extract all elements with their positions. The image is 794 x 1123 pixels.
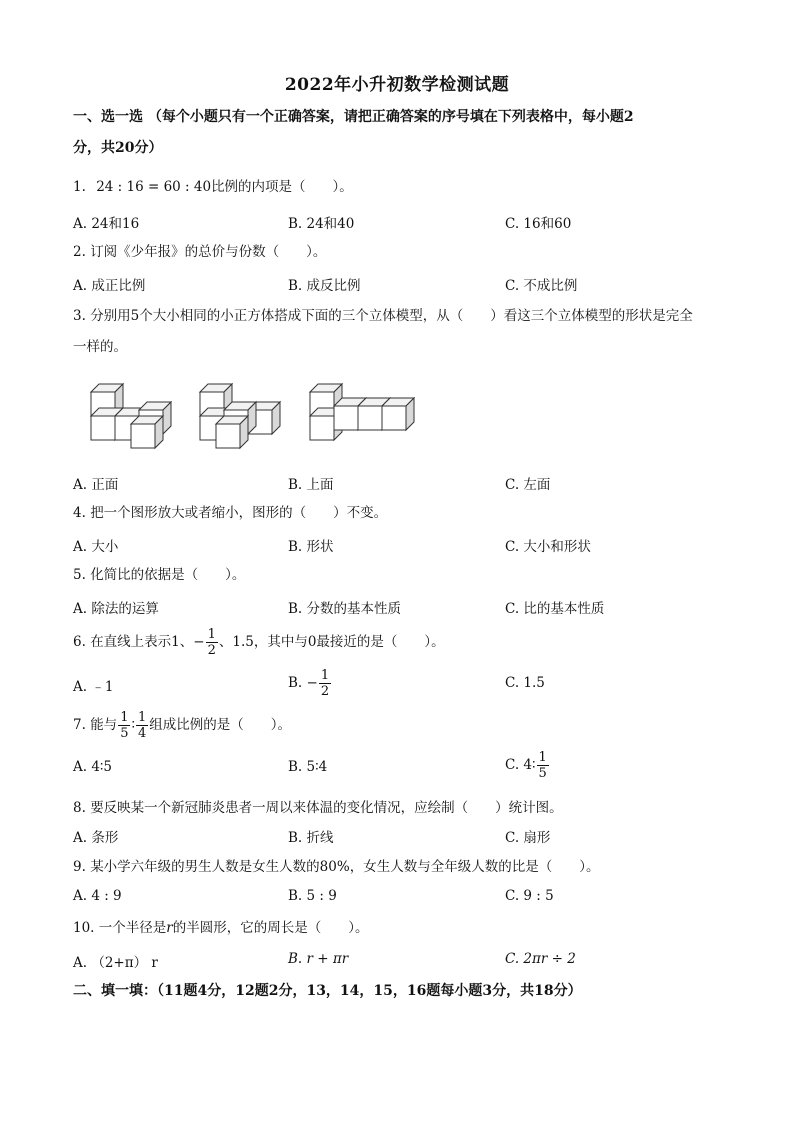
option-a[interactable]: A. 4 : 9 (73, 888, 122, 904)
question-7: 7. 能与 $\frac{1}{5}$ ∶ $\frac{1}{4}$ 组成比例的是（ ）。 (73, 710, 292, 741)
option-c[interactable]: C. 1.5 (505, 675, 545, 691)
option-a[interactable]: A. 4∶5 (73, 759, 113, 775)
question-2: 2. 订阅《少年报》的总价与份数（ ）。 (73, 244, 327, 260)
option-b[interactable]: B. 5∶4 (288, 759, 328, 775)
cube-model-3 (310, 384, 414, 440)
option-b[interactable]: B. 成反比例 (288, 278, 361, 294)
option-c[interactable]: C. 扇形 (505, 830, 551, 846)
option-b[interactable]: B. − $\frac{1}{2}$ (288, 668, 330, 699)
option-c[interactable]: C. 2πr ÷ 2 (505, 951, 576, 967)
question-9: 9. 某小学六年级的男生人数是女生人数的80%，女生人数与全年级人数的比是（ ）。 (73, 859, 600, 875)
option-c[interactable]: C. 左面 (505, 477, 551, 493)
section-2-heading: 二、填一填：（11题4分，12题2分，13，14，15，16题每小题3分，共18分） (73, 983, 582, 999)
question-4: 4. 把一个图形放大或者缩小，图形的（ ）不变。 (73, 505, 388, 521)
option-c[interactable]: C. 不成比例 (505, 278, 578, 294)
option-a[interactable]: A. 正面 (73, 477, 119, 493)
question-10: 10. 一个半径是r的半圆形，它的周长是（ ）。 (73, 920, 369, 936)
option-b[interactable]: B. 24和40 (288, 216, 355, 232)
option-b[interactable]: B. 形状 (288, 539, 334, 555)
option-b[interactable]: B. 上面 (288, 477, 334, 493)
option-b[interactable]: B. 5 : 9 (288, 888, 337, 904)
section-1-heading: 一、选一选 （每个小题只有一个正确答案，请把正确答案的序号填在下列表格中，每小题2 分，共20分） (73, 109, 634, 156)
fraction-one-half: $\frac{1}{2}$ (320, 668, 330, 699)
cube-model-2 (200, 384, 280, 448)
option-a[interactable]: A. （2+π） r (73, 955, 158, 971)
option-c[interactable]: C. 16和60 (505, 216, 572, 232)
option-b[interactable]: B. 分数的基本性质 (288, 601, 402, 617)
option-a[interactable]: A. 条形 (73, 830, 119, 846)
option-c[interactable]: C. 比的基本性质 (505, 601, 605, 617)
fraction-one-half: $\frac{1}{2}$ (207, 627, 216, 658)
option-a[interactable]: A. 大小 (73, 539, 119, 555)
option-a[interactable]: A. 除法的运算 (73, 601, 159, 617)
option-c[interactable]: C. 大小和形状 (505, 539, 591, 555)
option-b[interactable]: B. r + πr (288, 951, 349, 967)
fraction-one-fifth: $\frac{1}{5}$ (538, 750, 547, 781)
fraction-one-quarter: $\frac{1}{4}$ (137, 710, 147, 741)
question-8: 8. 要反映某一个新冠肺炎患者一周以来体温的变化情况，应绘制（ ）统计图。 (73, 800, 563, 816)
option-a[interactable]: A. 成正比例 (73, 278, 146, 294)
question-3: 3. 分别用5个大小相同的小正方体搭成下面的三个立体模型，从（ ）看这三个立体模型的形状是完全 (73, 308, 693, 324)
question-5: 5. 化简比的依据是（ ）。 (73, 567, 246, 583)
option-b[interactable]: B. 折线 (288, 830, 334, 846)
question-6: 6. 在直线上表示1、− $\frac{1}{2}$ 、1.5，其中与0最接近的是（ ）。 (73, 627, 445, 658)
page-title: 2022年小升初数学检测试题 (284, 75, 510, 95)
option-c[interactable]: C. 9 : 5 (505, 888, 554, 904)
fraction-one-fifth: $\frac{1}{5}$ (120, 710, 129, 741)
question-1: 1. 24 : 16 = 60 : 40比例的内项是（ ）。 (73, 179, 353, 195)
cube-model-1 (91, 384, 171, 448)
question-3-line2: 一样的。 (73, 339, 127, 355)
option-c[interactable]: C. 4∶ $\frac{1}{5}$ (505, 750, 547, 781)
cube-models-figure (85, 378, 415, 458)
option-a[interactable]: A. ﹣1 (73, 679, 114, 695)
option-a[interactable]: A. 24和16 (73, 216, 140, 232)
ratio-expression: 24 : 16 = 60 : 40 (96, 179, 212, 195)
